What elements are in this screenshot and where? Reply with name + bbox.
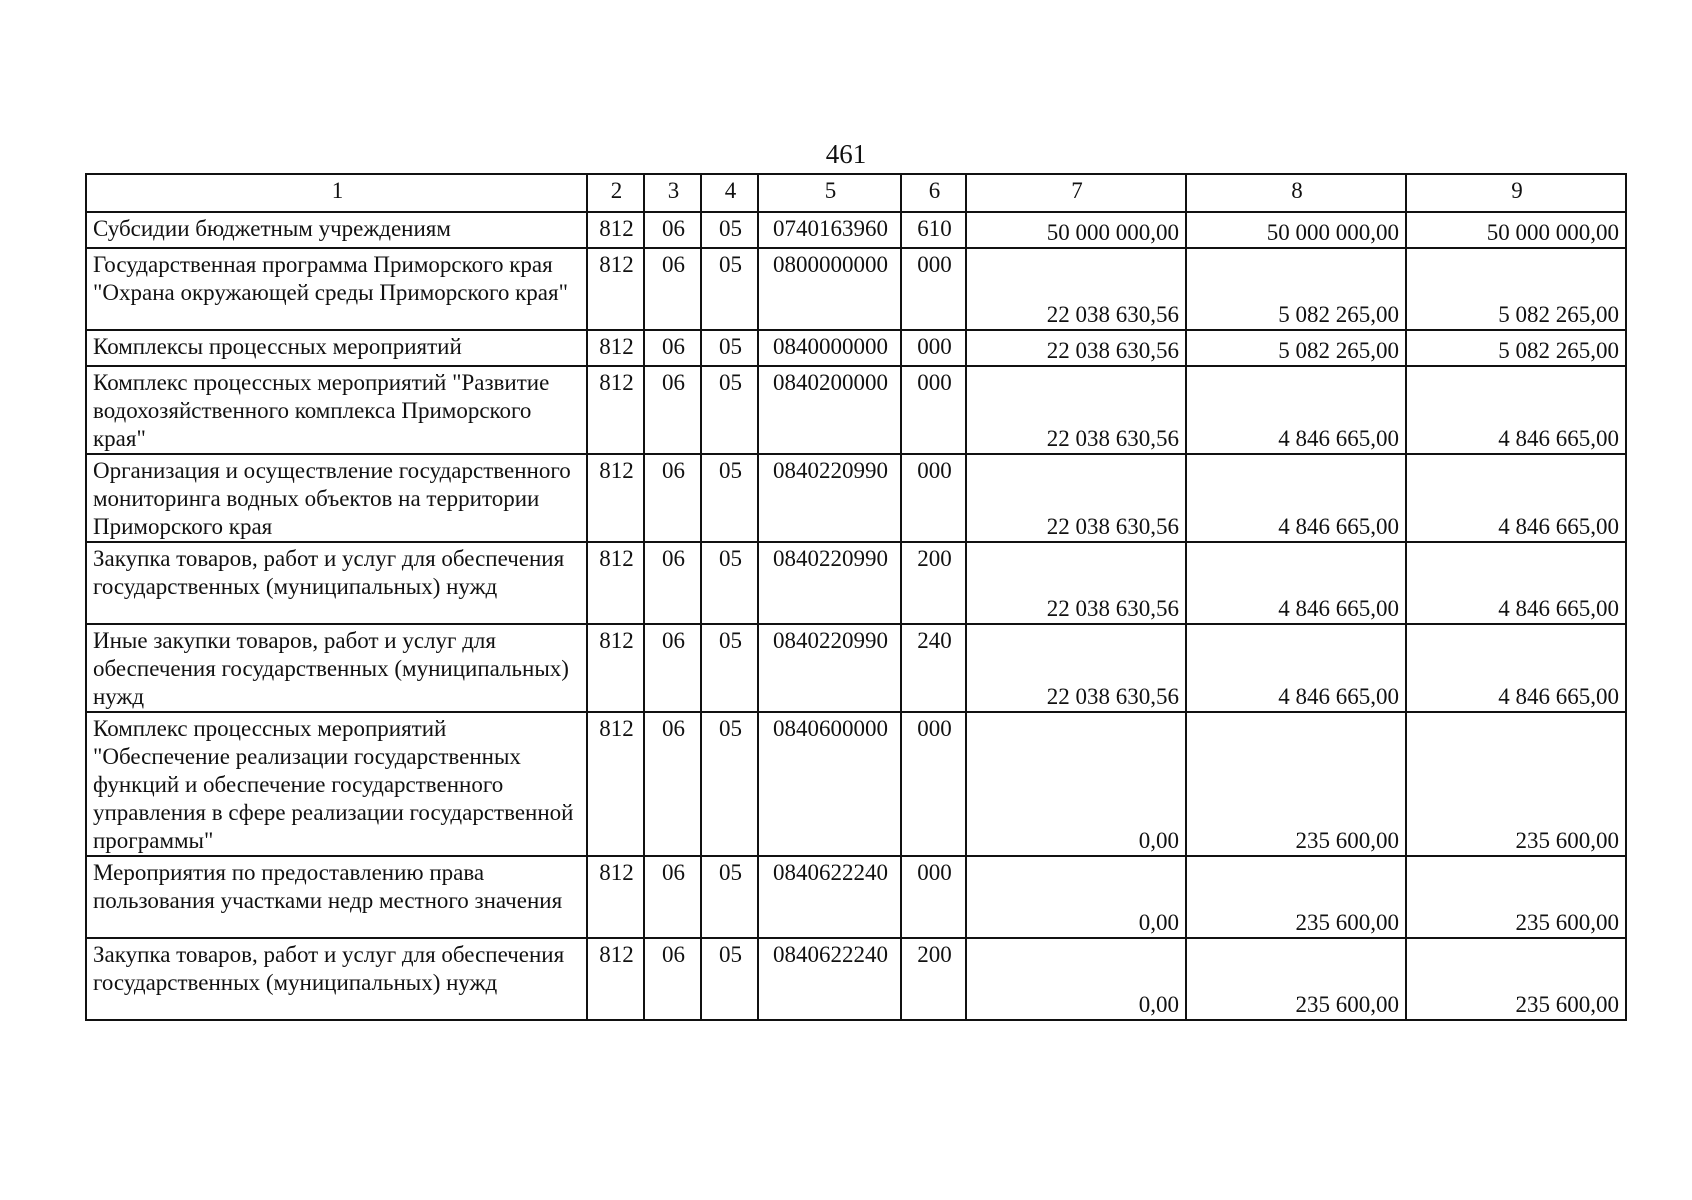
subsection-cell: 05 — [701, 248, 758, 330]
expense-type-cell: 610 — [901, 212, 966, 248]
amount-col9-cell: 235 600,00 — [1406, 856, 1626, 938]
code-cell: 812 — [587, 248, 644, 330]
expense-type-cell: 000 — [901, 856, 966, 938]
section-cell: 06 — [644, 624, 701, 712]
expense-type-cell: 200 — [901, 542, 966, 624]
amount-col9-cell: 4 846 665,00 — [1406, 624, 1626, 712]
amount-col7-cell: 22 038 630,56 — [966, 366, 1186, 454]
table-header-row — [86, 174, 1626, 212]
section-cell: 06 — [644, 712, 701, 856]
amount-col8-cell: 5 082 265,00 — [1186, 330, 1406, 366]
budget-table — [85, 173, 1627, 1021]
section-cell: 06 — [644, 856, 701, 938]
header-cell: 1 — [86, 174, 587, 212]
subsection-cell: 05 — [701, 542, 758, 624]
amount-col8-cell: 235 600,00 — [1186, 938, 1406, 1020]
amount-col8-cell: 4 846 665,00 — [1186, 624, 1406, 712]
code-cell: 812 — [587, 212, 644, 248]
code-cell: 812 — [587, 938, 644, 1020]
amount-col8-cell: 235 600,00 — [1186, 856, 1406, 938]
header-cell: 6 — [901, 174, 966, 212]
amount-col9-cell: 50 000 000,00 — [1406, 212, 1626, 248]
expense-type-cell: 240 — [901, 624, 966, 712]
code-cell: 812 — [587, 366, 644, 454]
target-article-cell: 0840000000 — [758, 330, 901, 366]
table-row — [86, 938, 1626, 1020]
amount-col9-cell: 5 082 265,00 — [1406, 330, 1626, 366]
amount-col7-cell: 22 038 630,56 — [966, 542, 1186, 624]
target-article-cell: 0840220990 — [758, 454, 901, 542]
table-row — [86, 542, 1626, 624]
item-name-cell: Государственная программа Приморского края "Охрана окружающей среды Приморского края" — [86, 248, 587, 330]
table-row — [86, 856, 1626, 938]
subsection-cell: 05 — [701, 938, 758, 1020]
subsection-cell: 05 — [701, 856, 758, 938]
expense-type-cell: 000 — [901, 712, 966, 856]
amount-col9-cell: 235 600,00 — [1406, 938, 1626, 1020]
header-cell: 7 — [966, 174, 1186, 212]
target-article-cell: 0840622240 — [758, 856, 901, 938]
section-cell: 06 — [644, 542, 701, 624]
subsection-cell: 05 — [701, 212, 758, 248]
table-row — [86, 248, 1626, 330]
header-cell: 9 — [1406, 174, 1626, 212]
target-article-cell: 0840600000 — [758, 712, 901, 856]
table-row — [86, 330, 1626, 366]
item-name-cell: Комплекс процессных мероприятий "Обеспечение реализации государственных функций и обеспечение государственного управления в сфере реализации государственной программы" — [86, 712, 587, 856]
page-number: 461 — [825, 139, 867, 169]
section-cell: 06 — [644, 330, 701, 366]
amount-col8-cell: 4 846 665,00 — [1186, 366, 1406, 454]
amount-col8-cell: 4 846 665,00 — [1186, 454, 1406, 542]
subsection-cell: 05 — [701, 712, 758, 856]
code-cell: 812 — [587, 712, 644, 856]
amount-col9-cell: 235 600,00 — [1406, 712, 1626, 856]
amount-col9-cell: 4 846 665,00 — [1406, 454, 1626, 542]
subsection-cell: 05 — [701, 624, 758, 712]
expense-type-cell: 000 — [901, 366, 966, 454]
item-name-cell: Организация и осуществление государственного мониторинга водных объектов на территории Приморского края — [86, 454, 587, 542]
section-cell: 06 — [644, 248, 701, 330]
header-cell: 5 — [758, 174, 901, 212]
expense-type-cell: 000 — [901, 330, 966, 366]
item-name-cell: Мероприятия по предоставлению права пользования участками недр местного значения — [86, 856, 587, 938]
section-cell: 06 — [644, 366, 701, 454]
table-row — [86, 366, 1626, 454]
section-cell: 06 — [644, 212, 701, 248]
amount-col7-cell: 22 038 630,56 — [966, 248, 1186, 330]
expense-type-cell: 200 — [901, 938, 966, 1020]
item-name-cell: Субсидии бюджетным учреждениям — [86, 212, 587, 248]
code-cell: 812 — [587, 330, 644, 366]
code-cell: 812 — [587, 454, 644, 542]
amount-col9-cell: 5 082 265,00 — [1406, 248, 1626, 330]
amount-col7-cell: 0,00 — [966, 938, 1186, 1020]
target-article-cell: 0840622240 — [758, 938, 901, 1020]
code-cell: 812 — [587, 856, 644, 938]
table-row — [86, 624, 1626, 712]
item-name-cell: Комплекс процессных мероприятий "Развитие водохозяйственного комплекса Приморского края" — [86, 366, 587, 454]
amount-col7-cell: 22 038 630,56 — [966, 454, 1186, 542]
amount-col7-cell: 0,00 — [966, 856, 1186, 938]
target-article-cell: 0840220990 — [758, 542, 901, 624]
subsection-cell: 05 — [701, 454, 758, 542]
item-name-cell: Закупка товаров, работ и услуг для обеспечения государственных (муниципальных) нужд — [86, 938, 587, 1020]
amount-col8-cell: 235 600,00 — [1186, 712, 1406, 856]
table-row — [86, 212, 1626, 248]
target-article-cell: 0840200000 — [758, 366, 901, 454]
amount-col7-cell: 50 000 000,00 — [966, 212, 1186, 248]
amount-col8-cell: 5 082 265,00 — [1186, 248, 1406, 330]
amount-col9-cell: 4 846 665,00 — [1406, 366, 1626, 454]
expense-type-cell: 000 — [901, 248, 966, 330]
header-cell: 4 — [701, 174, 758, 212]
section-cell: 06 — [644, 938, 701, 1020]
amount-col8-cell: 4 846 665,00 — [1186, 542, 1406, 624]
item-name-cell: Иные закупки товаров, работ и услуг для обеспечения государственных (муниципальных) нужд — [86, 624, 587, 712]
header-cell: 3 — [644, 174, 701, 212]
code-cell: 812 — [587, 542, 644, 624]
subsection-cell: 05 — [701, 366, 758, 454]
expense-type-cell: 000 — [901, 454, 966, 542]
target-article-cell: 0840220990 — [758, 624, 901, 712]
header-cell: 2 — [587, 174, 644, 212]
header-cell: 8 — [1186, 174, 1406, 212]
item-name-cell: Комплексы процессных мероприятий — [86, 330, 587, 366]
amount-col8-cell: 50 000 000,00 — [1186, 212, 1406, 248]
amount-col7-cell: 22 038 630,56 — [966, 624, 1186, 712]
amount-col9-cell: 4 846 665,00 — [1406, 542, 1626, 624]
table-row — [86, 712, 1626, 856]
amount-col7-cell: 22 038 630,56 — [966, 330, 1186, 366]
target-article-cell: 0740163960 — [758, 212, 901, 248]
target-article-cell: 0800000000 — [758, 248, 901, 330]
item-name-cell: Закупка товаров, работ и услуг для обеспечения государственных (муниципальных) нужд — [86, 542, 587, 624]
amount-col7-cell: 0,00 — [966, 712, 1186, 856]
table-row — [86, 454, 1626, 542]
subsection-cell: 05 — [701, 330, 758, 366]
section-cell: 06 — [644, 454, 701, 542]
code-cell: 812 — [587, 624, 644, 712]
